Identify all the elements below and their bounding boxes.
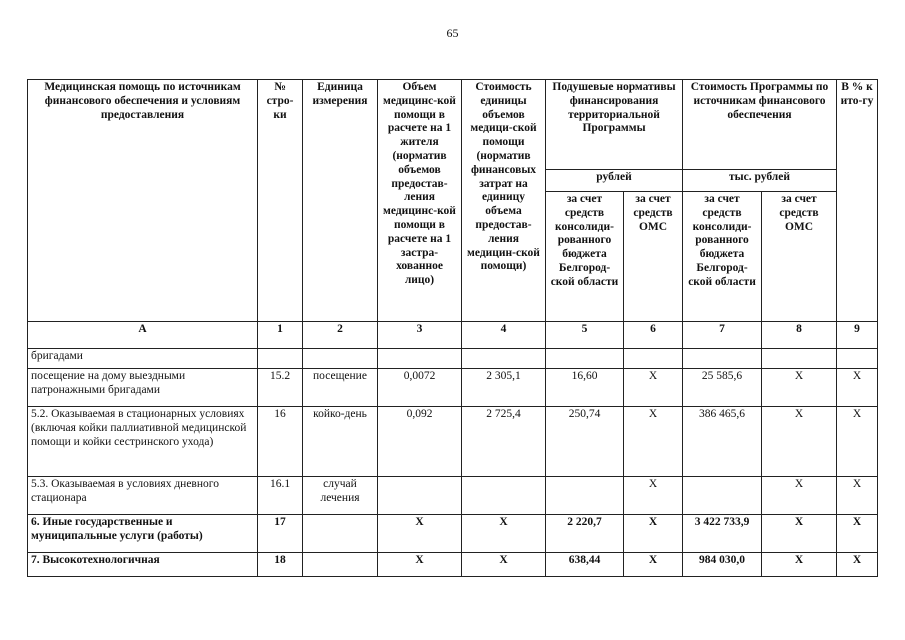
row-unit-cost: 2 305,1 [462, 369, 546, 407]
row-percent: Х [837, 369, 878, 407]
row-percent: Х [837, 407, 878, 477]
column-letter: 4 [462, 322, 546, 349]
row-per-capita-budget: 16,60 [546, 369, 624, 407]
row-cost-budget: 984 030,0 [683, 553, 762, 577]
column-letter: 9 [837, 322, 878, 349]
row-unit-cost: Х [462, 515, 546, 553]
column-letter: А [28, 322, 258, 349]
row-volume: 0,092 [378, 407, 462, 477]
column-letters-row [28, 322, 878, 349]
column-letter: 5 [546, 322, 624, 349]
row-cost-oms: Х [762, 369, 837, 407]
row-per-capita-oms [624, 349, 683, 369]
row-cost-budget [683, 477, 762, 515]
header-col-7: за счет средств консолиди-рованного бюджета Белгород-ской области [683, 192, 762, 322]
column-letter: 3 [378, 322, 462, 349]
row-per-capita-budget: 2 220,7 [546, 515, 624, 553]
row-per-capita-oms: Х [624, 553, 683, 577]
row-number: 18 [258, 553, 303, 577]
header-col-1: № стро-ки [258, 80, 303, 322]
column-letter: 8 [762, 322, 837, 349]
row-number: 16 [258, 407, 303, 477]
row-unit-cost [462, 477, 546, 515]
row-per-capita-oms: Х [624, 477, 683, 515]
header-col-4: Стоимость единицы объемов медици-ской помощи (норматив финансовых затрат на единицу объема предостав-ления медицин-ской помощи) [462, 80, 546, 322]
table-row [28, 369, 878, 407]
table-row [28, 553, 878, 577]
row-cost-budget: 25 585,6 [683, 369, 762, 407]
column-letter: 7 [683, 322, 762, 349]
row-cost-oms [762, 349, 837, 369]
row-label: 5.2. Оказываемая в стационарных условиях (включая койки паллиативной медицинской помощи и койки сестринского ухода) [28, 407, 258, 477]
row-volume: 0,0072 [378, 369, 462, 407]
header-group-7-8: Стоимость Программы по источникам финансового обеспечения [683, 80, 837, 170]
row-number: 16.1 [258, 477, 303, 515]
row-per-capita-budget: 638,44 [546, 553, 624, 577]
header-col-5: за счет средств консолиди-рованного бюджета Белгород-ской области [546, 192, 624, 322]
row-label: 6. Иные государственные и муниципальные услуги (работы) [28, 515, 258, 553]
row-unit: случай лечения [303, 477, 378, 515]
row-cost-budget [683, 349, 762, 369]
row-cost-oms: Х [762, 515, 837, 553]
row-per-capita-budget [546, 349, 624, 369]
header-col-2: Единица измерения [303, 80, 378, 322]
row-per-capita-oms: Х [624, 515, 683, 553]
row-cost-budget: 386 465,6 [683, 407, 762, 477]
row-label: посещение на дому выездными патронажными бригадами [28, 369, 258, 407]
header-col-9: В % к ито-гу [837, 80, 878, 322]
page-number: 65 [446, 26, 459, 40]
row-unit [303, 515, 378, 553]
row-volume: Х [378, 553, 462, 577]
header-units-rubles: рублей [546, 170, 683, 192]
row-volume: Х [378, 515, 462, 553]
table-row [28, 477, 878, 515]
row-percent [837, 349, 878, 369]
row-unit-cost [462, 349, 546, 369]
row-cost-budget: 3 422 733,9 [683, 515, 762, 553]
row-unit: койко-день [303, 407, 378, 477]
header-col-8: за счет средств ОМС [762, 192, 837, 322]
row-unit: посещение [303, 369, 378, 407]
table-row [28, 349, 878, 369]
column-letter: 6 [624, 322, 683, 349]
financing-table [27, 79, 878, 577]
row-number: 17 [258, 515, 303, 553]
header-col-a: Медицинская помощь по источникам финансового обеспечения и условиям предоставления [28, 80, 258, 322]
row-cost-oms: Х [762, 407, 837, 477]
row-volume [378, 477, 462, 515]
row-unit-cost: 2 725,4 [462, 407, 546, 477]
row-percent: Х [837, 515, 878, 553]
column-letter: 1 [258, 322, 303, 349]
header-group-5-6: Подушевые нормативы финансирования территориальной Программы [546, 80, 683, 170]
row-percent: Х [837, 553, 878, 577]
row-unit [303, 349, 378, 369]
row-unit-cost: Х [462, 553, 546, 577]
table-row [28, 515, 878, 553]
row-per-capita-budget: 250,74 [546, 407, 624, 477]
table-row [28, 407, 878, 477]
row-label: бригадами [28, 349, 258, 369]
row-volume [378, 349, 462, 369]
row-per-capita-budget [546, 477, 624, 515]
row-cost-oms: Х [762, 477, 837, 515]
row-percent: Х [837, 477, 878, 515]
header-col-6: за счет средств ОМС [624, 192, 683, 322]
row-label: 7. Высокотехнологичная [28, 553, 258, 577]
row-per-capita-oms: Х [624, 369, 683, 407]
row-per-capita-oms: Х [624, 407, 683, 477]
header-col-3: Объем медицинс-кой помощи в расчете на 1 жителя (норматив объемов предостав-ления медицинс-кой помощи в расчете на 1 застра-хованное лицо) [378, 80, 462, 322]
row-unit [303, 553, 378, 577]
header-units-thousand-rubles: тыс. рублей [683, 170, 837, 192]
row-cost-oms: Х [762, 553, 837, 577]
row-number [258, 349, 303, 369]
row-number: 15.2 [258, 369, 303, 407]
row-label: 5.3. Оказываемая в условиях дневного стационара [28, 477, 258, 515]
column-letter: 2 [303, 322, 378, 349]
